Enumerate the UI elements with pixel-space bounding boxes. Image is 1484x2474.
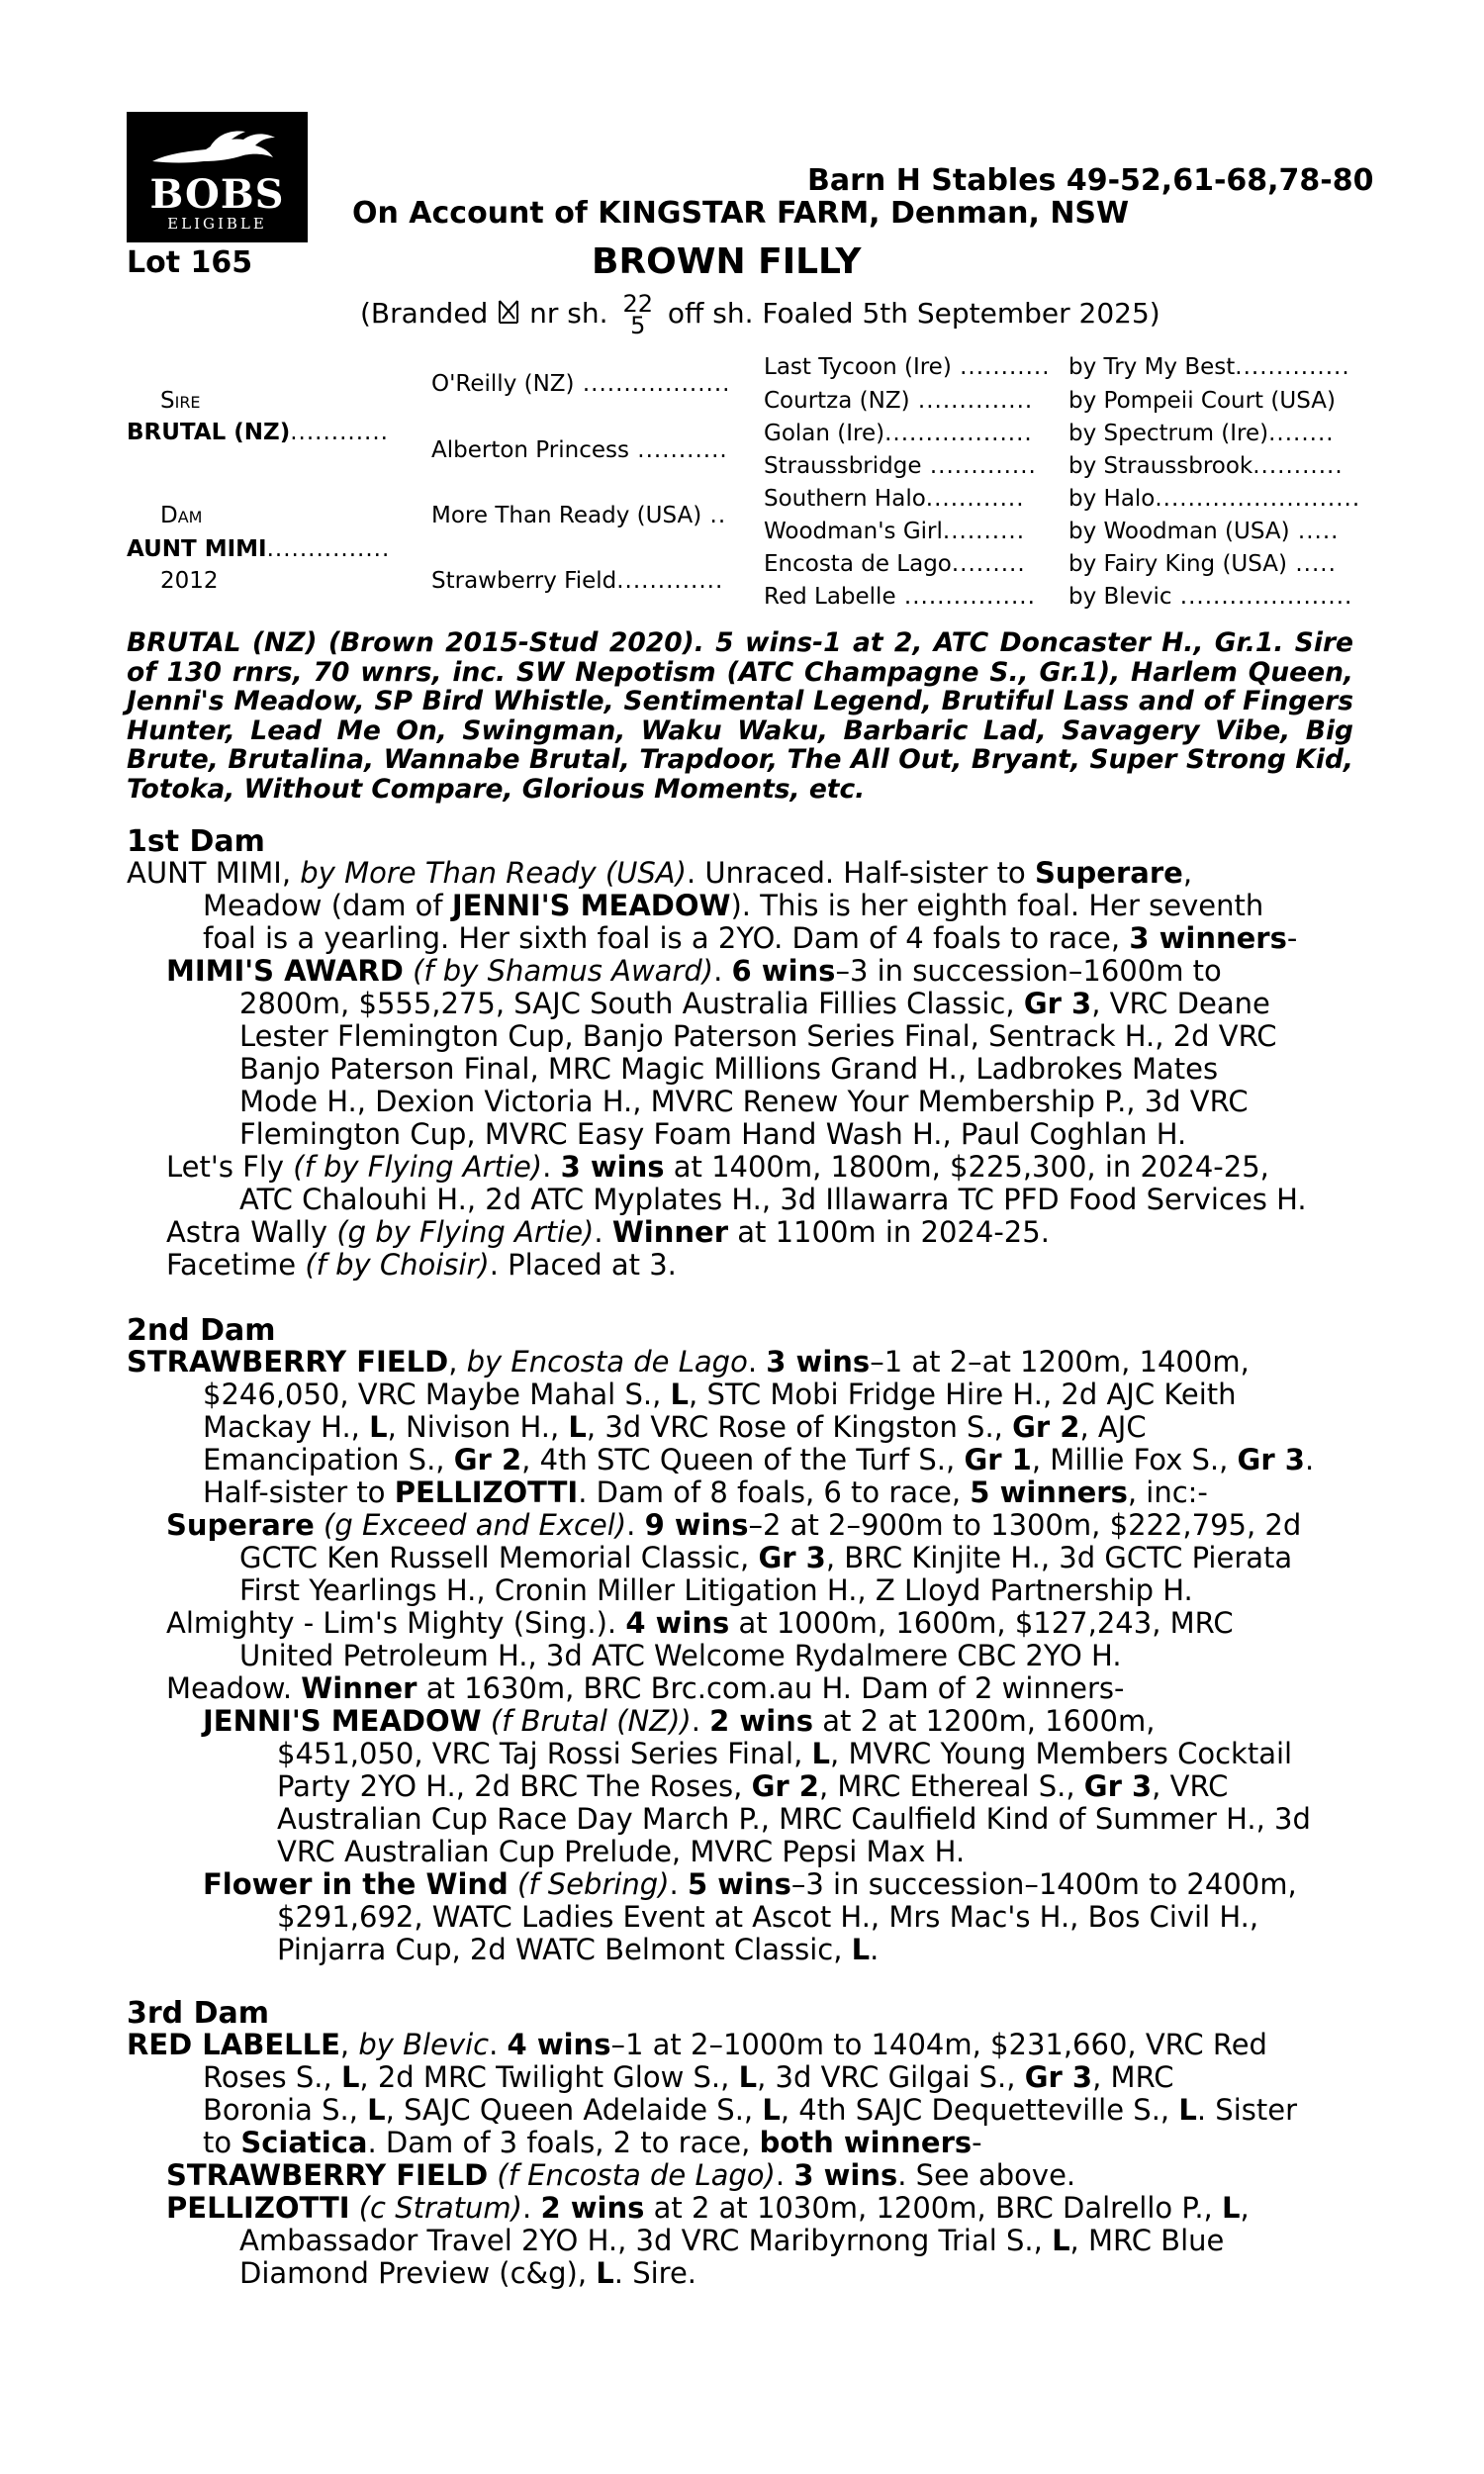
account: On Account of KINGSTAR FARM, Denman, NSW: [352, 196, 1130, 231]
lets-fly: Let's Fly (f by Flying Artie). 3 wins at 1400m, 1800m, $225,300, in 2024-25,: [166, 1150, 1269, 1184]
superare: Superare (g Exceed and Excel). 9 wins–2 at 2–900m to 1300m, $222,795, 2d: [166, 1508, 1302, 1542]
mimis-award: MIMI'S AWARD (f by Shamus Award). 6 wins–3 in succession–1600m to: [166, 954, 1222, 988]
strawberry-field-ref: STRAWBERRY FIELD (f Encosta de Lago). 3 wins. See above. PELLIZOTTI (c Stratum). 2 wins at 2 at 1030m, 1200m, BRC Dalrello P., L,: [166, 2158, 1250, 2225]
dam1-aunt-mimi-cont: Meadow (dam of JENNI'S MEADOW). This is her eighth foal. Her seventh foal is a yearling. Her sixth foal is a 2YO. Dam of 4 foals to race, 3 winners-: [203, 889, 1298, 955]
gen3-7-name: Red Labelle ................: [764, 584, 1036, 610]
brand-mark-icon: [497, 299, 520, 325]
brand-line: [360, 290, 1160, 339]
horse-logo-icon: [148, 124, 287, 173]
red-labelle-cont: Roses S., L, 2d MRC Twilight Glow S., L, 3d VRC Gilgai S., Gr 3, MRC Boronia S., L, SAJC Queen Adelaide S., L, 4th SAJC Dequetteville S., L. Sister to Sciatica. Dam of 3 foals, 2 to race, both winners-: [203, 2060, 1298, 2159]
gen2-2: More Than Ready (USA) ..: [431, 503, 727, 528]
gen3-3-by: by Straussbrook...........: [1068, 453, 1344, 479]
gen3-0-by: by Try My Best..............: [1068, 354, 1350, 380]
stables: Barn H Stables 49-52,61-68,78-80: [807, 163, 1374, 198]
gen3-2-name: Golan (Ire)..................: [764, 421, 1033, 446]
brand-fraction: [622, 290, 653, 339]
lot-number: Lot 165: [127, 245, 253, 280]
superare-cont: GCTC Ken Russell Memorial Classic, Gr 3, BRC Kinjite H., 3d GCTC Pierata First Yearlings H., Cronin Miller Litigation H., Z Lloyd Partnership H.: [239, 1541, 1293, 1607]
flower-in-the-wind: Flower in the Wind (f Sebring). 5 wins–3 in succession–1400m to 2400m,: [203, 1867, 1297, 1901]
gen3-5-by: by Woodman (USA) .....: [1068, 519, 1340, 544]
bobs-eligible-logo: [127, 112, 308, 242]
dam1-aunt-mimi: AUNT MIMI, by More Than Ready (USA). Unraced. Half-sister to Superare,: [127, 856, 1193, 890]
sire-value: BRUTAL (NZ): [127, 420, 291, 445]
flower-in-the-wind-cont: $291,692, WATC Ladies Event at Ascot H., Mrs Mac's H., Bos Civil H., Pinjarra Cup, 2d WATC Belmont Classic, L.: [277, 1900, 1259, 1966]
section-2nd-dam: 2nd Dam: [127, 1313, 276, 1348]
mimis-award-cont: 2800m, $555,275, SAJC South Australia Fillies Classic, Gr 3, VRC Deane Lester Flemington Cup, Banjo Paterson Series Final, Sentrack H., 2d VRC Banjo Paterson Final, MRC Magic Millions Grand H., Ladbrokes Mates Mode H., Dexion Victoria H., MVRC Renew Your Membership P., 3d VRC Flemington Cup, MVRC Easy Foam Hand Wash H., Paul Coghlan H.: [239, 987, 1277, 1151]
gen3-6-by: by Fairy King (USA) .....: [1068, 551, 1337, 577]
pellizotti-cont: Ambassador Travel 2YO H., 3d VRC Maribyrnong Trial S., L, MRC Blue Diamond Preview (c&g), L. Sire.: [239, 2224, 1225, 2290]
sire-label: Sire: [160, 388, 201, 414]
meadow: Meadow. Winner at 1630m, BRC Brc.com.au H. Dam of 2 winners-: [166, 1671, 1125, 1705]
jennis-meadow: JENNI'S MEADOW (f Brutal (NZ)). 2 wins at 2 at 1200m, 1600m,: [203, 1704, 1156, 1738]
logo-brand: BOBS: [149, 171, 285, 218]
lets-fly-cont: ATC Chalouhi H., 2d ATC Myplates H., 3d Illawarra TC PFD Food Services H.: [239, 1183, 1307, 1216]
strawberry-field: STRAWBERRY FIELD, by Encosta de Lago. 3 wins–1 at 2–at 1200m, 1400m,: [127, 1345, 1250, 1379]
gen3-6-name: Encosta de Lago.........: [764, 551, 1026, 577]
astra-wally: Astra Wally (g by Flying Artie). Winner at 1100m in 2024-25. Facetime (f by Choisir). Placed at 3.: [166, 1215, 1050, 1282]
gen3-4-name: Southern Halo............: [764, 486, 1025, 512]
sire-name: BRUTAL (NZ)............: [127, 420, 389, 445]
gen3-4-by: by Halo.........................: [1068, 486, 1361, 512]
gen3-3-name: Straussbridge .............: [764, 453, 1037, 479]
red-labelle: RED LABELLE, by Blevic. 4 wins–1 at 2–1000m to 1404m, $231,660, VRC Red: [127, 2028, 1267, 2061]
brand-line-post: off sh. Foaled 5th September 2025): [667, 297, 1160, 330]
almighty: Almighty - Lim's Mighty (Sing.). 4 wins at 1000m, 1600m, $127,243, MRC: [166, 1606, 1234, 1640]
gen2-0: O'Reilly (NZ) ..................: [431, 371, 731, 397]
gen2-3: Strawberry Field.............: [431, 568, 724, 594]
almighty-cont: United Petroleum H., 3d ATC Welcome Rydalmere CBC 2YO H.: [239, 1639, 1122, 1672]
dam-name: AUNT MIMI...............: [127, 536, 391, 562]
jennis-meadow-cont: $451,050, VRC Taj Rossi Series Final, L, MVRC Young Members Cocktail Party 2YO H., 2d BRC The Roses, Gr 2, MRC Ethereal S., Gr 3, VRC Australian Cup Race Day March P., MRC Caulfield Kind of Summer H., 3d VRC Australian Cup Prelude, MVRC Pepsi Max H.: [277, 1737, 1311, 1868]
gen3-0-name: Last Tycoon (Ire) ...........: [764, 354, 1051, 380]
fraction-top: 22: [622, 290, 653, 318]
page-title: BROWN FILLY: [592, 241, 862, 282]
gen3-2-by: by Spectrum (Ire)........: [1068, 421, 1335, 446]
brand-line-mid: nr sh.: [529, 297, 608, 330]
section-3rd-dam: 3rd Dam: [127, 1996, 269, 2031]
fraction-bottom: 5: [630, 312, 646, 339]
brand-line-pre: (Branded: [360, 297, 489, 330]
strawberry-field-cont: $246,050, VRC Maybe Mahal S., L, STC Mobi Fridge Hire H., 2d AJC Keith Mackay H., L, Nivison H., L, 3d VRC Rose of Kingston S., Gr 2, AJC Emancipation S., Gr 2, 4th STC Queen of the Turf S., Gr 1, Millie Fox S., Gr 3. Half-sister to PELLIZOTTI. Dam of 8 foals, 6 to race, 5 winners, inc:-: [203, 1378, 1315, 1509]
gen3-1-name: Courtza (NZ) ..............: [764, 388, 1034, 414]
gen2-1: Alberton Princess ...........: [431, 437, 728, 463]
gen3-1-by: by Pompeii Court (USA): [1068, 388, 1336, 414]
dam-label: Dam: [160, 503, 203, 528]
section-1st-dam: 1st Dam: [127, 824, 265, 859]
dam-year: 2012: [160, 568, 219, 594]
gen3-7-by: by Blevic .....................: [1068, 584, 1353, 610]
sire-summary: BRUTAL (NZ) (Brown 2015-Stud 2020). 5 wins-1 at 2, ATC Doncaster H., Gr.1. Sire of 130 rnrs, 70 wnrs, inc. SW Nepotism (ATC Champagne S., Gr.1), Harlem Queen, Jenni's Meadow, SP Bird Whistle, Sentimental Legend, Brutiful Lass and of Fingers Hunter, Lead Me On, Swingman, Waku Waku, Barbaric Lad, Savagery Vibe, Big Brute, Brutalina, Wannabe Brutal, Trapdoor, The All Out, Bryant, Super Strong Kid, Totoka, Without Compare, Glorious Moments, etc.: [127, 627, 1353, 805]
dam-value: AUNT MIMI: [127, 536, 267, 562]
gen3-5-name: Woodman's Girl..........: [764, 519, 1026, 544]
logo-sub: ELIGIBLE: [167, 215, 267, 233]
